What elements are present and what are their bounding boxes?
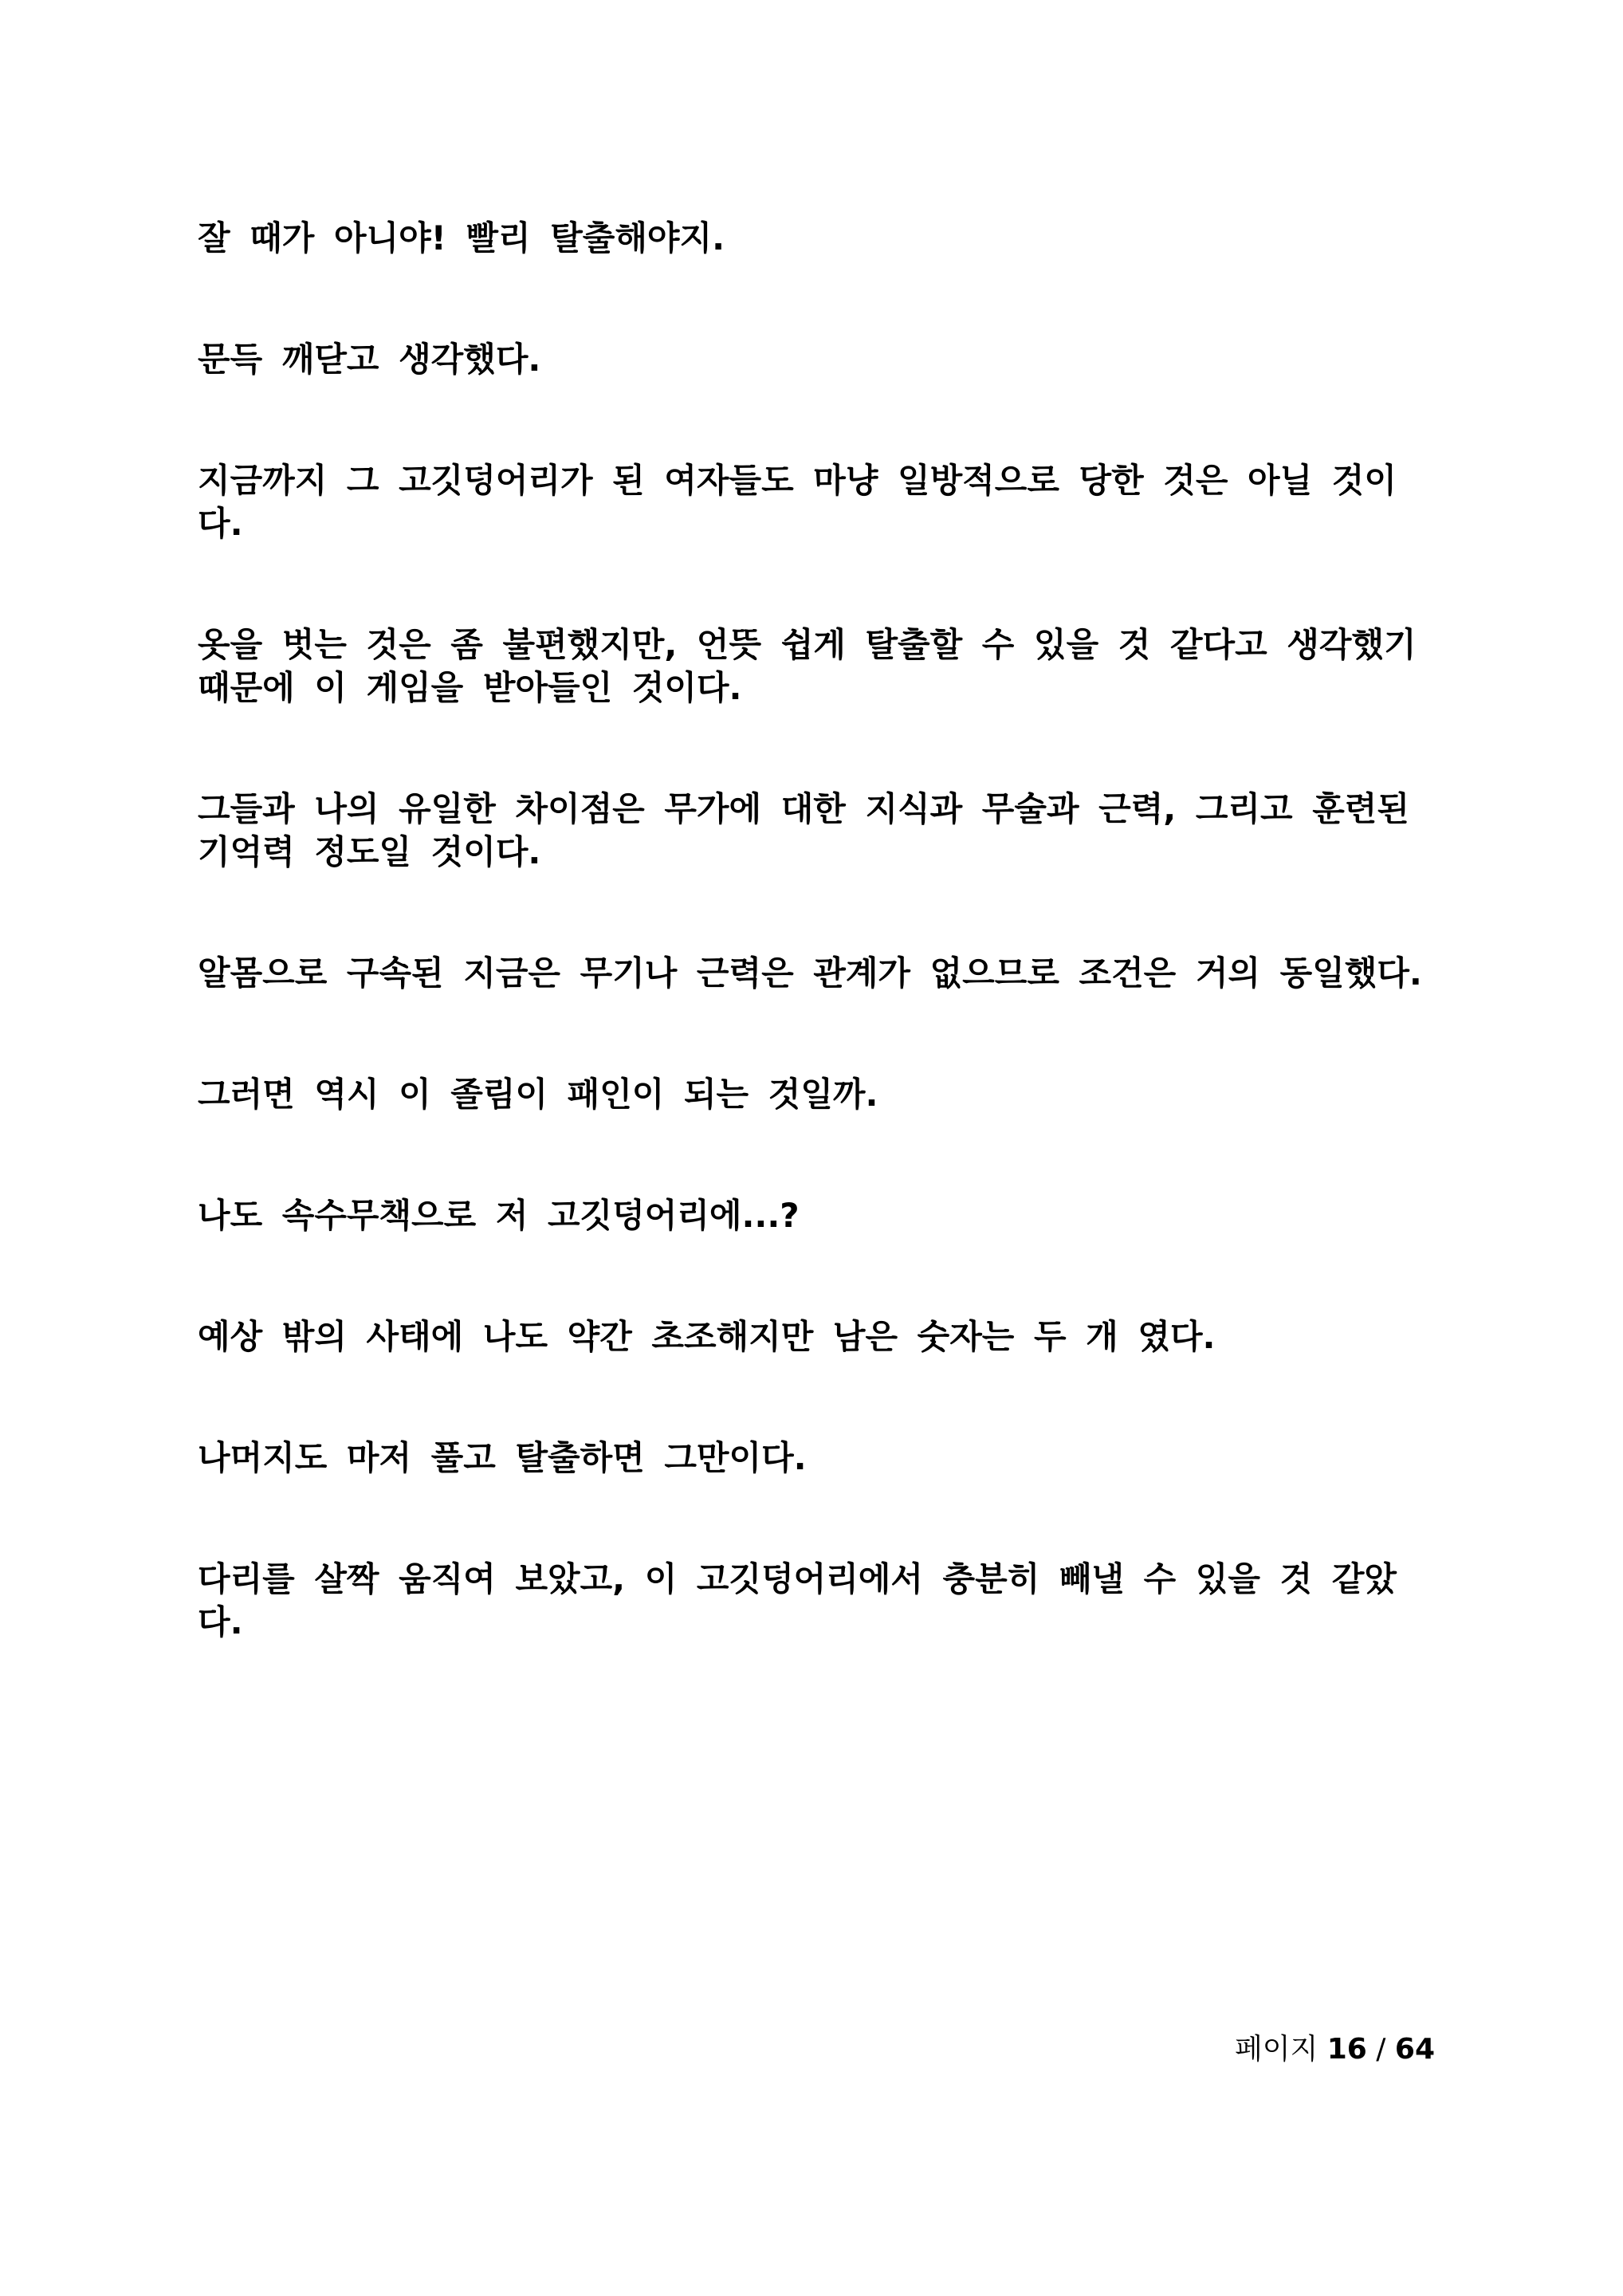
body-text [198,217,1441,1722]
paragraph: 나도 속수무책으로 저 고깃덩어리에...? [198,1196,800,1235]
paragraph: 문득 깨닫고 생각했다. [198,340,541,379]
page-separator: / [1376,2033,1386,2066]
paragraph: 그들과 나의 유일한 차이점은 무가에 대한 지식과 무술과 근력, 그리고 훈련된 기억력 정도일 것이다. [198,789,1409,871]
paragraph: 그러면 역시 이 졸림이 패인이 되는 것일까. [198,1075,878,1114]
current-page: 16 [1326,2033,1367,2066]
page-number [1116,2031,1435,2068]
paragraph: 예상 밖의 사태에 나도 약간 초조해지만 남은 숫자는 두 개 였다. [198,1317,1216,1356]
paragraph: 다리를 살짝 움직여 보았고, 이 고깃덩어리에서 충분히 빼낼 수 있을 것 같았다. [198,1559,1397,1641]
paragraph: 잘 때가 아니야! 빨리 탈출해야지. [198,218,725,258]
paragraph: 나머지도 마저 풀고 탈출하면 그만이다. [198,1438,807,1477]
total-pages: 64 [1394,2033,1435,2066]
page-label: 페이지 [1234,2033,1318,2066]
paragraph: 알몸으로 구속된 지금은 무기나 근력은 관계가 없으므로 조건은 거의 동일했다. [198,953,1422,993]
paragraph: 지금까지 그 고깃덩어리가 된 여자들도 마냥 일방적으로 당한 것은 아닐 것이다. [198,461,1397,543]
paragraph: 옷을 벗는 것은 좀 불편했지만, 언뜻 쉽게 탈출할 수 있을 것 같다고 생각했기 때문에 이 게임을 받아들인 것이다. [198,625,1417,707]
